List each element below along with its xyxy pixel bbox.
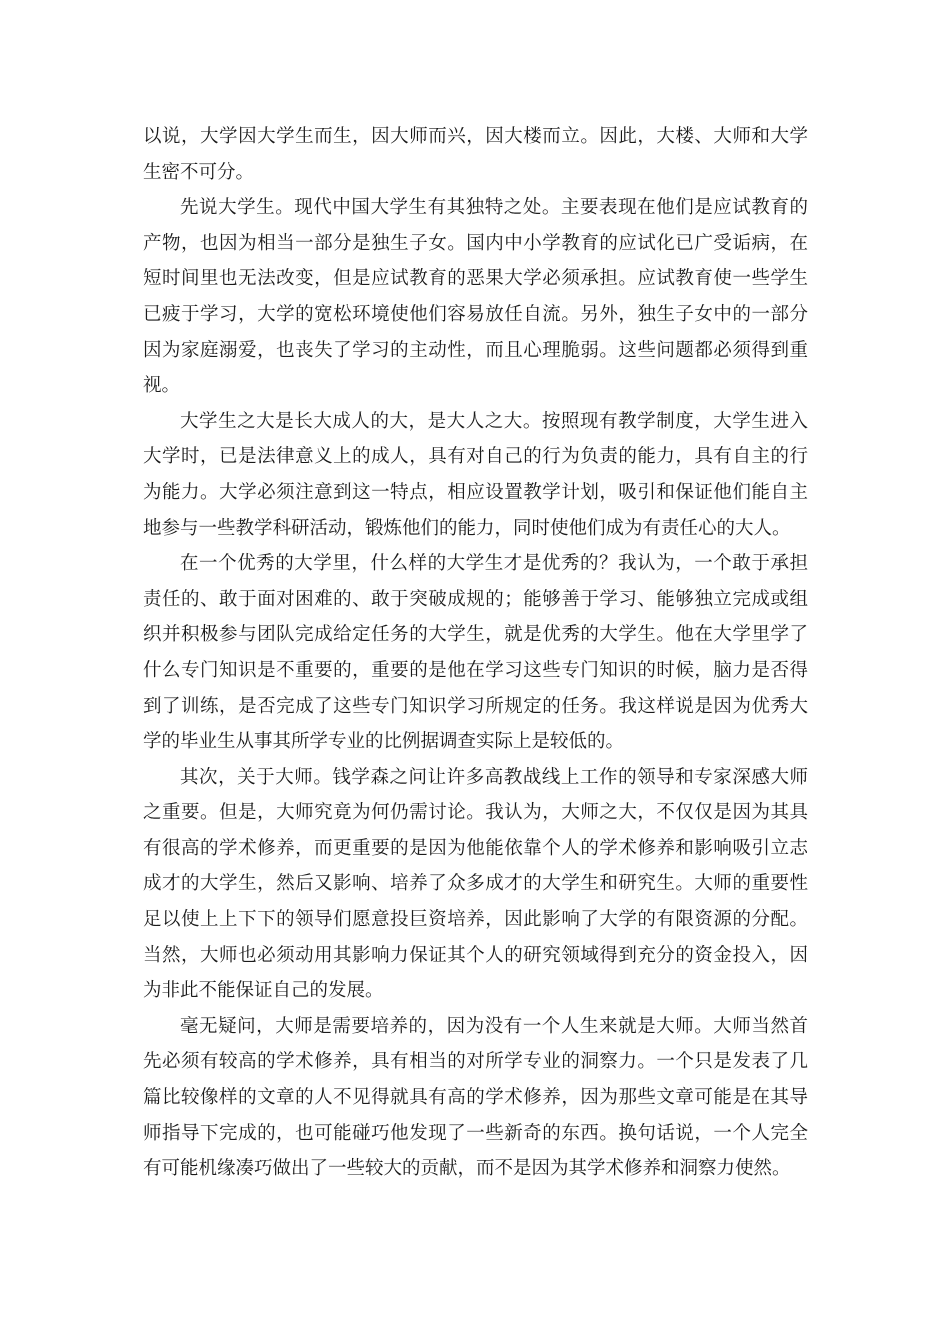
paragraph-adulthood: 大学生之大是长大成人的大，是大人之大。按照现有教学制度，大学生进入大学时，已是法律意义上的成人，具有对自己的行为负责的能力，具有自主的行为能力。大学必须注意到这一特点，相应设置教学计划，吸引和保证他们能自主地参与一些教学科研活动，锻炼他们的能力，同时使他们成为有责任心的大人。 xyxy=(143,410,808,539)
paragraph-excellent-student: 在一个优秀的大学里，什么样的大学生才是优秀的？我认为，一个敢于承担责任的、敢于面对困难的、敢于突破成规的；能够善于学习、能够独立完成或组织并积极参与团队完成给定任务的大学生，就是优秀的大学生。他在大学里学了什么专门知识是不重要的，重要的是他在学习这些专门知识的时候，脑力是否得到了训练，是否完成了这些专门知识学习所规定的任务。我这样说是因为优秀大学的毕业生从事其所学专业的比例据调查实际上是较低的。 xyxy=(143,553,808,753)
paragraph-continuation: 以说，大学因大学生而生，因大师而兴，因大楼而立。因此，大楼、大师和大学生密不可分。 xyxy=(143,126,808,183)
document-body xyxy=(143,119,808,1187)
paragraph-masters: 其次，关于大师。钱学森之问让许多高教战线上工作的领导和专家深感大师之重要。但是，大师究竟为何仍需讨论。我认为，大师之大，不仅仅是因为其具有很高的学术修养，而更重要的是因为他能依靠个人的学术修养和影响吸引立志成才的大学生，然后又影响、培养了众多成才的大学生和研究生。大师的重要性足以使上上下下的领导们愿意投巨资培养，因此影响了大学的有限资源的分配。当然，大师也必须动用其影响力保证其个人的研究领域得到充分的资金投入，因为非此不能保证自己的发展。 xyxy=(143,766,808,1002)
paragraph-college-students: 先说大学生。现代中国大学生有其独特之处。主要表现在他们是应试教育的产物，也因为相当一部分是独生子女。国内中小学教育的应试化已广受诟病，在短时间里也无法改变，但是应试教育的恶果大学必须承担。应试教育使一些学生已疲于学习，大学的宽松环境使他们容易放任自流。另外，独生子女中的一部分因为家庭溺爱，也丧失了学习的主动性，而且心理脆弱。这些问题都必须得到重视。 xyxy=(143,197,808,397)
paragraph-master-cultivation: 毫无疑问，大师是需要培养的，因为没有一个人生来就是大师。大师当然首先必须有较高的学术修养，具有相当的对所学专业的洞察力。一个只是发表了几篇比较像样的文章的人不见得就具有高的学术修养，因为那些文章可能是在其导师指导下完成的，也可能碰巧他发现了一些新奇的东西。换句话说，一个人完全有可能机缘凑巧做出了一些较大的贡献，而不是因为其学术修养和洞察力使然。 xyxy=(143,1015,808,1180)
